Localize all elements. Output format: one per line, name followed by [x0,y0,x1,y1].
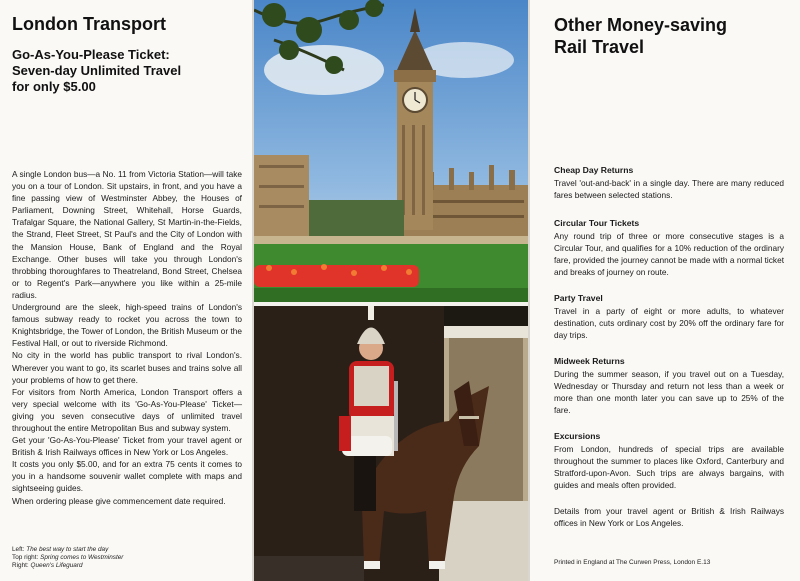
section-heading: Excursions [554,431,601,441]
lifeguard-photo [254,306,528,581]
lifeguard-illustration [254,306,528,581]
body-text [12,168,242,507]
paragraph: Underground are the sleek, high-speed trains of London's famous subway ready to rocket you across the town to Knightsbridge, the Tower of London, the British Museum or the Festival Hall, or out to riverside Richmond. [12,302,242,349]
photo-panel [254,0,528,581]
left-panel [0,0,252,581]
caption-label: Top right: [12,554,39,561]
caption-label: Right: [12,562,29,569]
paragraph: Get your 'Go-As-You-Please' Ticket from your travel agent or British & Irish Railways offices in New York or Los Angeles. [12,435,242,458]
printer-footer: Printed in England at The Curwen Press, London E.13 [554,559,711,566]
paragraph: When ordering please give commencement date required. [12,495,226,506]
caption [12,562,123,570]
section-heading: Circular Tour Tickets [554,218,640,228]
page-title: London Transport [12,14,166,34]
caption [12,546,123,554]
closing-note [554,505,784,529]
section-party-travel [554,292,784,341]
caption-label: Left: [12,546,25,553]
subtitle-line: Seven-day Unlimited Travel [12,63,182,78]
closing-text: Details from your travel agent or British & Irish Railways offices in New York or Los Angeles. [554,506,784,528]
caption-text: Spring comes to Westminster [40,554,124,561]
subtitle-line: for only $5.00 [12,79,96,94]
section-circular-tour [554,217,784,278]
section-heading: Cheap Day Returns [554,165,634,175]
paragraph: For visitors from North America, London Transport offers a very special welcome with its 'Go-As-You-Please' Ticket—giving you seven consecutive days of unlimited travel throughout the entire Metropolitan Bus and subway system. [12,386,242,433]
right-panel [530,0,800,581]
section-text: During the summer season, if you travel out on a Tuesday, Wednesday or Thursday and return not less than a week or more than one month later you can save up to 25% of the fare. [554,369,784,415]
section-heading: Party Travel [554,293,603,303]
right-title [554,14,782,58]
section-heading: Midweek Returns [554,356,625,366]
section-midweek-returns [554,355,784,416]
section-excursions [554,430,784,491]
paragraph: It costs you only $5.00, and for an extra 75 cents it comes to you in a handsome souvenir wallet complete with maps and sightseeing guides. [12,459,242,494]
big-ben-illustration [254,0,528,302]
title-line: Rail Travel [554,37,645,57]
caption [12,554,123,562]
paragraph: No city in the world has public transport to rival London's. Wherever you want to go, its scarlet buses and trains solve all your problems of how to get there. [12,350,242,385]
title-line: Other Money-saving [554,15,728,35]
westminster-photo [254,0,528,302]
caption-text: The best way to start the day [26,546,109,553]
paragraph: A single London bus—a No. 11 from Victoria Station—will take you on a tour of London. Sit upstairs, in front, and you have a fine passing view of Westminster Abbey, the Houses of Parliament, Downing Street, Whitehall, Horse Guards, Trafalgar Square, the National Gallery, St Martin-in-the-Fields, the Strand, Fleet Street, St Paul's and the City of London with the Mansion House, Bank of England and the Royal Exchange. Other buses will take you through London's throbbing thoroughfares to Theatreland, Bond Street, Chelsea or to Regent's Park—anywhere you like within a 25-mile radius. [12,169,242,300]
caption-text: Queen's Lifeguard [30,562,83,569]
section-cheap-day-returns [554,164,784,201]
ticket-subtitle [12,47,242,95]
section-text: Any round trip of three or more consecutive stages is a Circular Tour, and qualifies for a 10% reduction of the ordinary fare, provided the journey cannot be made with a normal ticket and breaks of journey on route. [554,231,784,277]
section-text: Travel in a party of eight or more adults, to whatever destination, cuts ordinary cost by 20% off the ordinary fare for day trips. [554,306,784,340]
section-text: From London, hundreds of special trips are available throughout the summer to places like Oxford, Canterbury and Stratford-upon-Avon. Such trips are always bargains, with guides and meals often provided. [554,444,784,490]
photo-captions [12,546,123,570]
subtitle-line: Go-As-You-Please Ticket: [12,47,170,62]
section-text: Travel 'out-and-back' in a single day. There are many reduced fares between selected stations. [554,178,784,200]
